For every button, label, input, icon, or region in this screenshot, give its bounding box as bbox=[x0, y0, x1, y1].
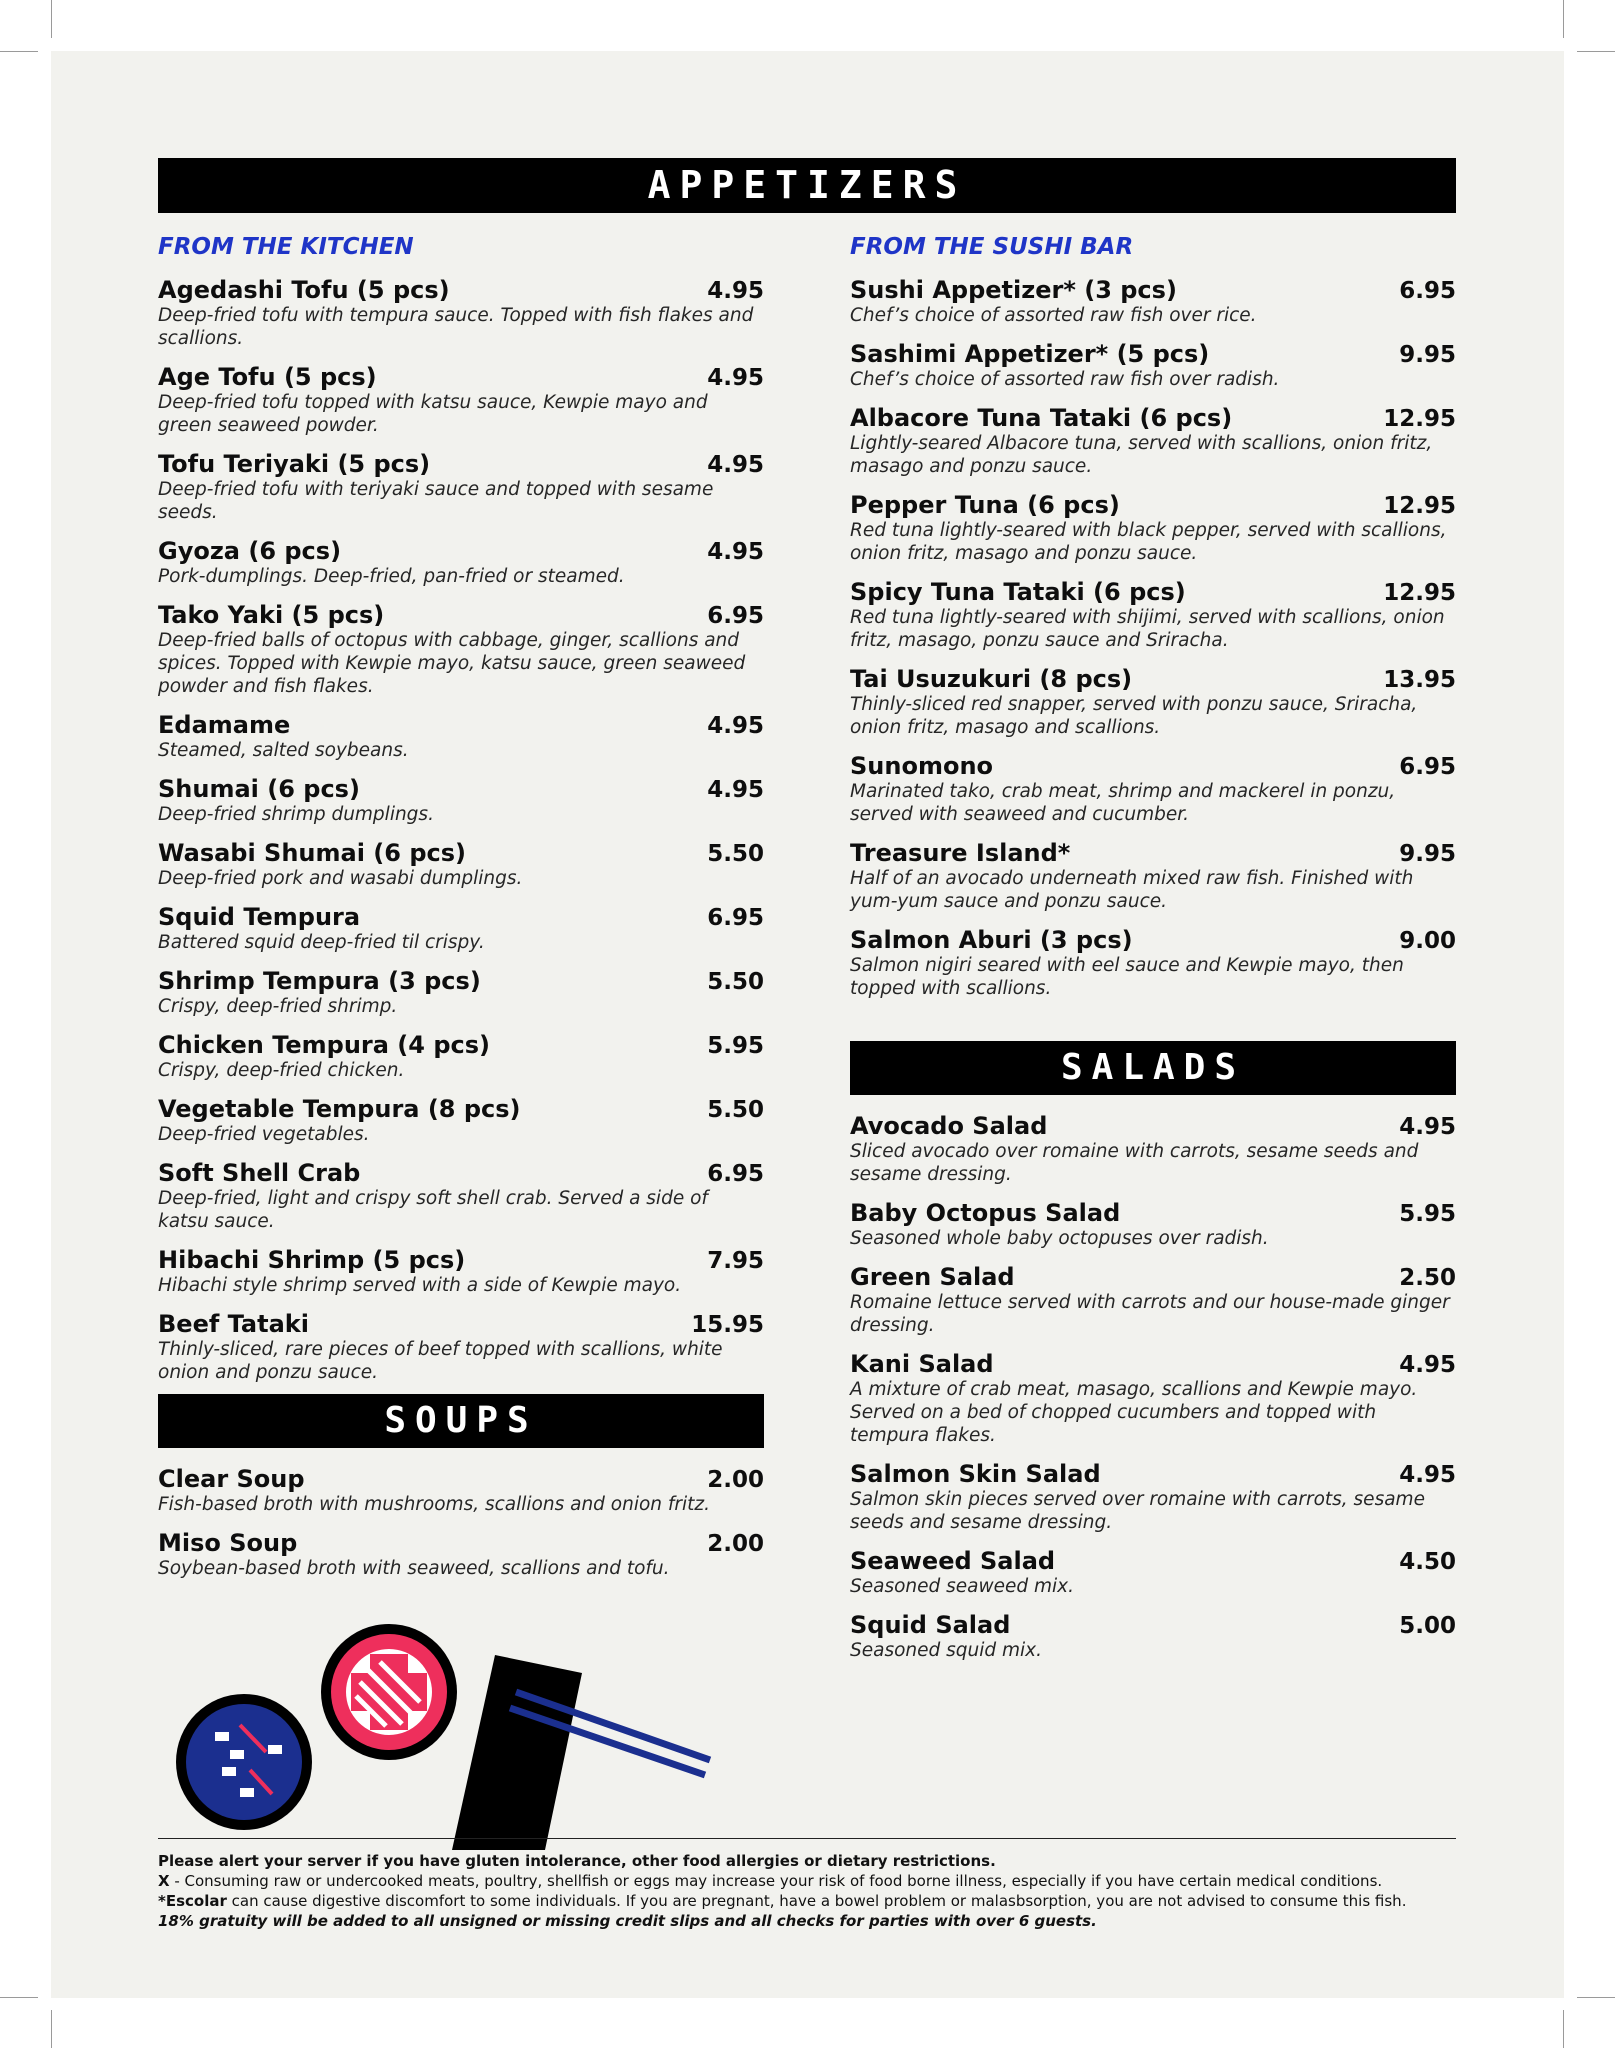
menu-item bbox=[850, 491, 1456, 565]
menu-item-name: Avocado Salad bbox=[850, 1112, 1048, 1140]
menu-item-price: 12.95 bbox=[1383, 493, 1456, 519]
menu-item-name: Albacore Tuna Tataki (6 pcs) bbox=[850, 404, 1233, 432]
menu-item bbox=[158, 1031, 764, 1082]
crop-mark bbox=[1563, 0, 1564, 38]
plate-blue-icon bbox=[176, 1694, 312, 1830]
menu-item-name: Tofu Teriyaki (5 pcs) bbox=[158, 450, 431, 478]
menu-item bbox=[850, 1350, 1456, 1447]
menu-item bbox=[850, 1199, 1456, 1250]
menu-item-description: Sliced avocado over romaine with carrots, sesame seeds and sesame dressing. bbox=[850, 1141, 1419, 1185]
crop-mark bbox=[51, 2010, 52, 2048]
menu-item-price: 9.95 bbox=[1399, 342, 1456, 368]
menu-item-name: Salmon Aburi (3 pcs) bbox=[850, 926, 1133, 954]
menu-item bbox=[158, 711, 764, 762]
menu-item bbox=[158, 601, 764, 698]
menu-item-name: Squid Tempura bbox=[158, 903, 361, 931]
menu-item bbox=[158, 363, 764, 437]
menu-item bbox=[158, 775, 764, 826]
menu-item-name: Hibachi Shrimp (5 pcs) bbox=[158, 1246, 466, 1274]
menu-item-price: 2.00 bbox=[707, 1467, 764, 1493]
menu-item bbox=[850, 1547, 1456, 1598]
menu-item-header bbox=[158, 537, 764, 565]
crop-mark bbox=[1577, 51, 1615, 52]
menu-item-header bbox=[158, 1159, 764, 1187]
menu-item-header bbox=[158, 1529, 764, 1557]
menu-item bbox=[158, 1246, 764, 1297]
menu-item-name: Tako Yaki (5 pcs) bbox=[158, 601, 385, 629]
menu-item-name: Sashimi Appetizer* (5 pcs) bbox=[850, 340, 1210, 368]
menu-item-description: Half of an avocado underneath mixed raw fish. Finished with yum-yum sauce and ponzu sauce. bbox=[850, 868, 1414, 912]
menu-item-header bbox=[158, 839, 764, 867]
menu-item-price: 5.00 bbox=[1399, 1613, 1456, 1639]
menu-item-price: 6.95 bbox=[707, 905, 764, 931]
menu-item-price: 13.95 bbox=[1383, 667, 1456, 693]
menu-item-name: Sunomono bbox=[850, 752, 994, 780]
menu-item-header bbox=[850, 839, 1456, 867]
menu-item-description: Chef’s choice of assorted raw fish over radish. bbox=[850, 369, 1280, 390]
menu-item-name: Gyoza (6 pcs) bbox=[158, 537, 342, 565]
menu-item bbox=[158, 1159, 764, 1233]
menu-item-description: Deep-fried balls of octopus with cabbage, ginger, scallions and spices. Topped with Kewpie mayo, katsu sauce, green seaweed powder and fish flakes. bbox=[158, 630, 746, 697]
menu-item-header bbox=[158, 1465, 764, 1493]
menu-item bbox=[850, 665, 1456, 739]
menu-item-name: Pepper Tuna (6 pcs) bbox=[850, 491, 1120, 519]
menu-item bbox=[158, 839, 764, 890]
menu-item-price: 4.95 bbox=[1399, 1462, 1456, 1488]
allergy-alert: Please alert your server if you have gluten intolerance, other food allergies or dietary restrictions. bbox=[158, 1852, 996, 1870]
menu-item-description: Marinated tako, crab meat, shrimp and mackerel in ponzu, served with seaweed and cucumber. bbox=[850, 781, 1396, 825]
kitchen-menu-list bbox=[158, 276, 764, 1397]
menu-item-header bbox=[850, 1460, 1456, 1488]
sushi-bar-menu-list bbox=[850, 276, 1456, 1013]
menu-item-header bbox=[850, 752, 1456, 780]
menu-item-header bbox=[158, 276, 764, 304]
menu-item-description: Deep-fried tofu topped with katsu sauce, Kewpie mayo and green seaweed powder. bbox=[158, 392, 708, 436]
crop-mark bbox=[0, 51, 38, 52]
menu-item-price: 4.95 bbox=[707, 713, 764, 739]
menu-item-header bbox=[158, 903, 764, 931]
menu-item-description: Soybean-based broth with seaweed, scallions and tofu. bbox=[158, 1558, 670, 1579]
crop-mark bbox=[51, 0, 52, 38]
menu-item-name: Sushi Appetizer* (3 pcs) bbox=[850, 276, 1177, 304]
kitchen-heading: FROM THE KITCHEN bbox=[158, 234, 414, 260]
menu-item-header bbox=[158, 601, 764, 629]
menu-item-price: 4.95 bbox=[707, 278, 764, 304]
menu-item-price: 12.95 bbox=[1383, 406, 1456, 432]
chopsticks-icon bbox=[452, 1655, 710, 1850]
menu-item-price: 4.95 bbox=[707, 452, 764, 478]
menu-item-name: Shrimp Tempura (3 pcs) bbox=[158, 967, 481, 995]
menu-item-header bbox=[158, 775, 764, 803]
menu-item-price: 5.95 bbox=[1399, 1201, 1456, 1227]
menu-item-name: Treasure Island* bbox=[850, 839, 1071, 867]
menu-item-description: Lightly-seared Albacore tuna, served with scallions, onion fritz, masago and ponzu sauce. bbox=[850, 433, 1433, 477]
soups-banner: SOUPS bbox=[158, 1394, 764, 1448]
menu-item-header bbox=[850, 1547, 1456, 1575]
menu-item-description: Deep-fried tofu with teriyaki sauce and topped with sesame seeds. bbox=[158, 479, 714, 523]
menu-item-name: Age Tofu (5 pcs) bbox=[158, 363, 377, 391]
menu-item-header bbox=[158, 1095, 764, 1123]
menu-item-description: Pork-dumplings. Deep-fried, pan-fried or steamed. bbox=[158, 566, 625, 587]
menu-item bbox=[850, 1263, 1456, 1337]
menu-item-description: Steamed, salted soybeans. bbox=[158, 740, 409, 761]
menu-item-header bbox=[158, 1031, 764, 1059]
menu-item-price: 7.95 bbox=[707, 1248, 764, 1274]
gratuity-note: 18% gratuity will be added to all unsigned or missing credit slips and all checks for parties with over 6 guests. bbox=[158, 1912, 1097, 1930]
menu-item bbox=[158, 450, 764, 524]
menu-item-name: Chicken Tempura (4 pcs) bbox=[158, 1031, 490, 1059]
menu-item-price: 4.95 bbox=[707, 365, 764, 391]
menu-item-description: Crispy, deep-fried shrimp. bbox=[158, 996, 398, 1017]
appetizers-banner: APPETIZERS bbox=[158, 158, 1456, 213]
menu-item-name: Shumai (6 pcs) bbox=[158, 775, 360, 803]
menu-item-header bbox=[158, 711, 764, 739]
menu-item-price: 6.95 bbox=[707, 1161, 764, 1187]
menu-item-price: 5.50 bbox=[707, 1097, 764, 1123]
menu-item-price: 5.50 bbox=[707, 841, 764, 867]
menu-item-description: Salmon skin pieces served over romaine with carrots, sesame seeds and sesame dressing. bbox=[850, 1489, 1425, 1533]
menu-item-price: 15.95 bbox=[691, 1312, 764, 1338]
crop-mark bbox=[1577, 1997, 1615, 1998]
menu-item-name: Tai Usuzukuri (8 pcs) bbox=[850, 665, 1133, 693]
menu-item bbox=[158, 537, 764, 588]
menu-item-name: Beef Tataki bbox=[158, 1310, 309, 1338]
menu-item-description: Deep-fried, light and crispy soft shell crab. Served a side of katsu sauce. bbox=[158, 1188, 708, 1232]
menu-item-description: Fish-based broth with mushrooms, scallions and onion fritz. bbox=[158, 1494, 711, 1515]
menu-item bbox=[158, 276, 764, 350]
menu-item-header bbox=[850, 340, 1456, 368]
menu-item bbox=[850, 1112, 1456, 1186]
menu-item-name: Baby Octopus Salad bbox=[850, 1199, 1121, 1227]
menu-item-header bbox=[158, 1310, 764, 1338]
menu-item-price: 12.95 bbox=[1383, 580, 1456, 606]
menu-item-price: 6.95 bbox=[1399, 754, 1456, 780]
menu-item-header bbox=[850, 276, 1456, 304]
menu-item-description: Thinly-sliced, rare pieces of beef topped with scallions, white onion and ponzu sauce. bbox=[158, 1339, 723, 1383]
menu-item-description: Seasoned seaweed mix. bbox=[850, 1576, 1075, 1597]
menu-item bbox=[850, 276, 1456, 327]
menu-disclaimer bbox=[158, 1838, 1456, 1931]
menu-item-header bbox=[158, 1246, 764, 1274]
menu-item-description: Deep-fried shrimp dumplings. bbox=[158, 804, 434, 825]
menu-item bbox=[850, 926, 1456, 1000]
menu-item-description: Battered squid deep-fried til crispy. bbox=[158, 932, 485, 953]
raw-food-text: - Consuming raw or undercooked meats, poultry, shellfish or eggs may increase your risk of food borne illness, especially if you have certain medical conditions. bbox=[169, 1872, 1383, 1890]
menu-item-name: Green Salad bbox=[850, 1263, 1015, 1291]
menu-item-header bbox=[850, 926, 1456, 954]
soups-menu-list bbox=[158, 1465, 764, 1593]
menu-item-price: 4.95 bbox=[707, 539, 764, 565]
menu-item-description: Seasoned squid mix. bbox=[850, 1640, 1043, 1661]
menu-item bbox=[850, 839, 1456, 913]
menu-item-header bbox=[850, 1611, 1456, 1639]
plate-pink-icon bbox=[321, 1624, 457, 1760]
menu-item-description: A mixture of crab meat, masago, scallions and Kewpie mayo. Served on a bed of chopped cucumbers and topped with tempura flakes. bbox=[850, 1379, 1418, 1446]
menu-item bbox=[158, 1529, 764, 1580]
menu-item-header bbox=[850, 578, 1456, 606]
sushi-bar-heading: FROM THE SUSHI BAR bbox=[850, 234, 1134, 260]
menu-item-description: Romaine lettuce served with carrots and our house-made ginger dressing. bbox=[850, 1292, 1450, 1336]
menu-item-name: Vegetable Tempura (8 pcs) bbox=[158, 1095, 521, 1123]
menu-item-description: Deep-fried pork and wasabi dumplings. bbox=[158, 868, 523, 889]
menu-item bbox=[158, 1465, 764, 1516]
menu-item bbox=[850, 752, 1456, 826]
menu-item bbox=[850, 1611, 1456, 1662]
menu-item-price: 2.50 bbox=[1399, 1265, 1456, 1291]
menu-item-name: Squid Salad bbox=[850, 1611, 1011, 1639]
menu-item-description: Hibachi style shrimp served with a side of Kewpie mayo. bbox=[158, 1275, 682, 1296]
menu-item-name: Salmon Skin Salad bbox=[850, 1460, 1101, 1488]
menu-item-price: 4.95 bbox=[1399, 1114, 1456, 1140]
menu-item-name: Kani Salad bbox=[850, 1350, 994, 1378]
menu-item-description: Deep-fried tofu with tempura sauce. Topped with fish flakes and scallions. bbox=[158, 305, 754, 349]
menu-item bbox=[158, 1095, 764, 1146]
menu-item-name: Spicy Tuna Tataki (6 pcs) bbox=[850, 578, 1186, 606]
menu-item bbox=[850, 578, 1456, 652]
sushi-decoration bbox=[170, 1610, 730, 1850]
menu-item-header bbox=[158, 450, 764, 478]
menu-item-name: Agedashi Tofu (5 pcs) bbox=[158, 276, 450, 304]
menu-item-price: 4.95 bbox=[1399, 1352, 1456, 1378]
menu-item-price: 5.50 bbox=[707, 969, 764, 995]
raw-food-mark: X bbox=[158, 1872, 170, 1890]
menu-item-name: Soft Shell Crab bbox=[158, 1159, 361, 1187]
menu-item-price: 4.50 bbox=[1399, 1549, 1456, 1575]
menu-item bbox=[158, 1310, 764, 1384]
menu-item-price: 9.95 bbox=[1399, 841, 1456, 867]
menu-item-price: 9.00 bbox=[1399, 928, 1456, 954]
menu-item-header bbox=[850, 1199, 1456, 1227]
menu-item-price: 2.00 bbox=[707, 1531, 764, 1557]
menu-item bbox=[850, 340, 1456, 391]
menu-item-price: 6.95 bbox=[707, 603, 764, 629]
crop-mark bbox=[0, 1997, 38, 1998]
menu-item-description: Chef’s choice of assorted raw fish over rice. bbox=[850, 305, 1257, 326]
menu-item-header bbox=[850, 1350, 1456, 1378]
menu-item-description: Crispy, deep-fried chicken. bbox=[158, 1060, 405, 1081]
menu-item-description: Red tuna lightly-seared with shijimi, served with scallions, onion fritz, masago, ponzu sauce and Sriracha. bbox=[850, 607, 1445, 651]
menu-item-price: 4.95 bbox=[707, 777, 764, 803]
menu-item-name: Clear Soup bbox=[158, 1465, 305, 1493]
menu-item-description: Salmon nigiri seared with eel sauce and Kewpie mayo, then topped with scallions. bbox=[850, 955, 1404, 999]
menu-item bbox=[850, 404, 1456, 478]
menu-item-description: Seasoned whole baby octopuses over radish. bbox=[850, 1228, 1269, 1249]
menu-item-price: 5.95 bbox=[707, 1033, 764, 1059]
menu-item-header bbox=[158, 363, 764, 391]
menu-item-name: Edamame bbox=[158, 711, 291, 739]
menu-item-header bbox=[850, 491, 1456, 519]
menu-item-header bbox=[850, 404, 1456, 432]
menu-item-description: Red tuna lightly-seared with black pepper, served with scallions, onion fritz, masago and ponzu sauce. bbox=[850, 520, 1447, 564]
menu-item bbox=[158, 903, 764, 954]
menu-item-name: Seaweed Salad bbox=[850, 1547, 1056, 1575]
escolar-warning bbox=[158, 1891, 1456, 1911]
menu-item-description: Deep-fried vegetables. bbox=[158, 1124, 370, 1145]
raw-food-warning bbox=[158, 1871, 1456, 1891]
menu-item bbox=[158, 967, 764, 1018]
menu-item-header bbox=[850, 1112, 1456, 1140]
salads-menu-list bbox=[850, 1112, 1456, 1675]
menu-item-name: Miso Soup bbox=[158, 1529, 298, 1557]
menu-item bbox=[850, 1460, 1456, 1534]
menu-item-header bbox=[158, 967, 764, 995]
menu-item-header bbox=[850, 1263, 1456, 1291]
crop-mark bbox=[1563, 2010, 1564, 2048]
menu-item-name: Wasabi Shumai (6 pcs) bbox=[158, 839, 466, 867]
menu-item-header bbox=[850, 665, 1456, 693]
menu-item-description: Thinly-sliced red snapper, served with ponzu sauce, Sriracha, onion fritz, masago and scallions. bbox=[850, 694, 1418, 738]
escolar-mark: *Escolar bbox=[158, 1892, 227, 1910]
salads-banner: SALADS bbox=[850, 1041, 1456, 1095]
escolar-text: can cause digestive discomfort to some individuals. If you are pregnant, have a bowel problem or malasbsorption, you are not advised to consume this fish. bbox=[226, 1892, 1407, 1910]
menu-item-price: 6.95 bbox=[1399, 278, 1456, 304]
